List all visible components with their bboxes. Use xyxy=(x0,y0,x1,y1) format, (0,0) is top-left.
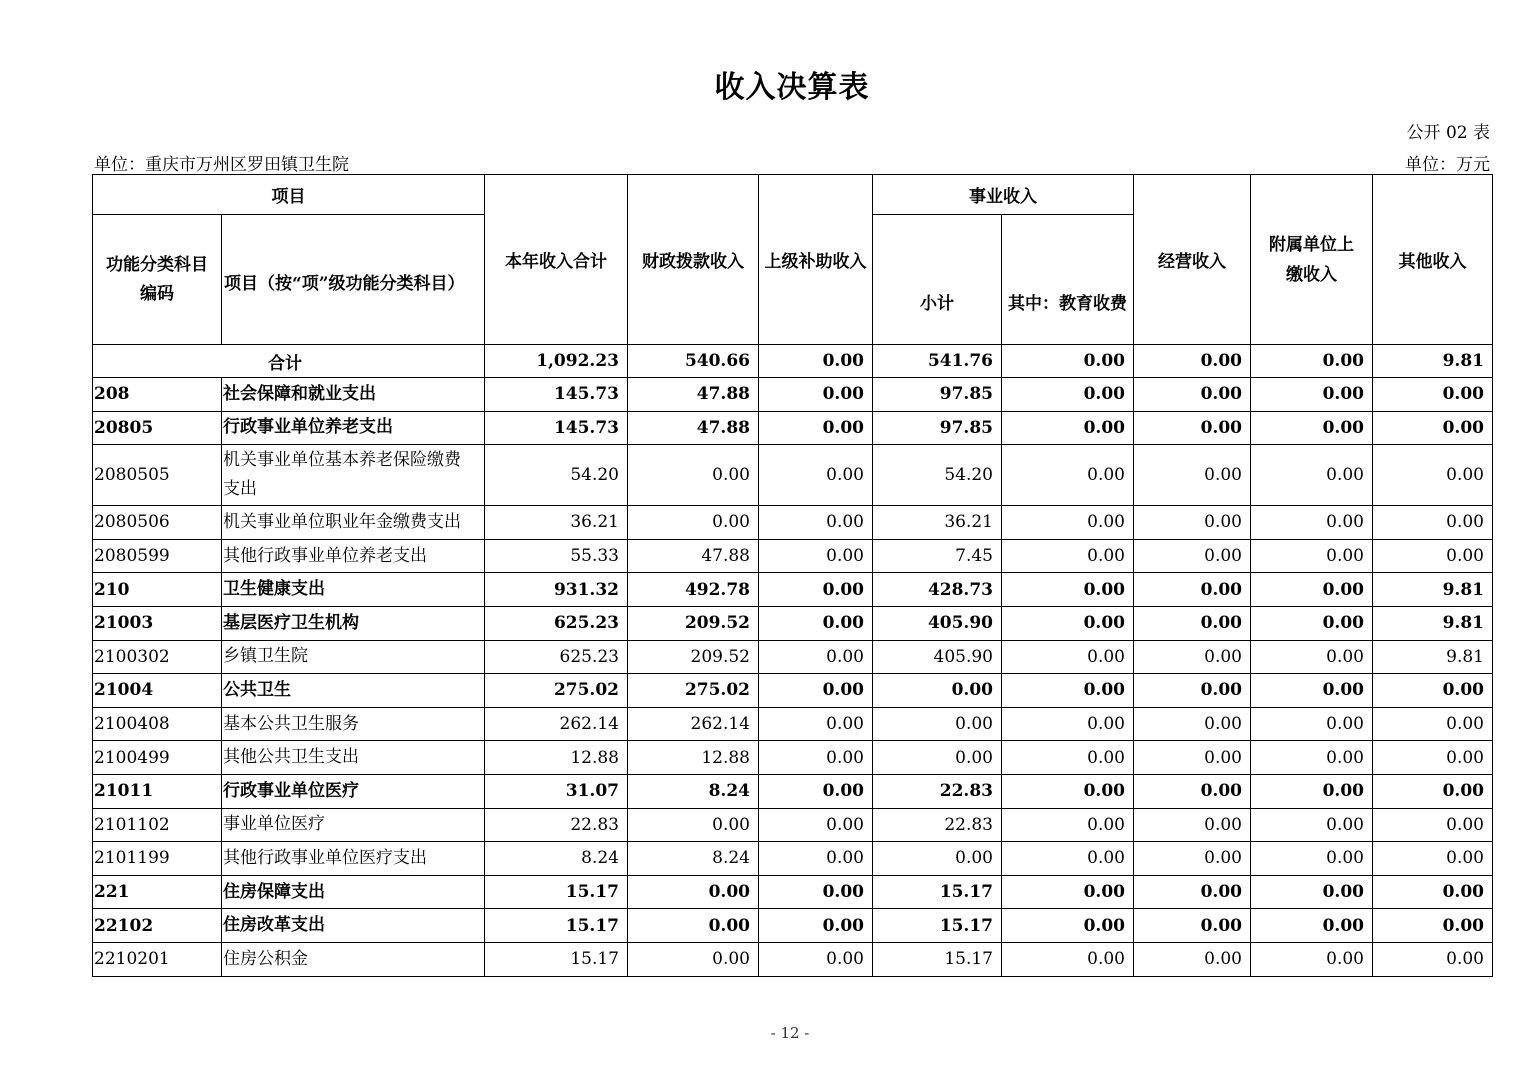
row-value: 54.20 xyxy=(485,445,628,506)
table-row xyxy=(93,573,1493,607)
row-value: 0.00 xyxy=(1373,942,1493,976)
row-value: 15.17 xyxy=(485,909,628,943)
row-value: 0.00 xyxy=(873,674,1002,708)
row-value: 0.00 xyxy=(759,774,873,808)
row-code: 208 xyxy=(93,378,222,412)
row-value: 47.88 xyxy=(628,539,759,573)
row-name: 社会保障和就业支出 xyxy=(222,378,485,412)
row-code: 2100499 xyxy=(93,741,222,775)
row-value: 0.00 xyxy=(1251,411,1373,445)
row-value: 0.00 xyxy=(1251,909,1373,943)
row-value: 9.81 xyxy=(1373,573,1493,607)
row-value: 0.00 xyxy=(1373,506,1493,540)
row-value: 0.00 xyxy=(1373,378,1493,412)
row-name: 住房保障支出 xyxy=(222,875,485,909)
row-value: 36.21 xyxy=(873,506,1002,540)
header-fiscal: 财政拨款收入 xyxy=(628,175,759,345)
row-value: 0.00 xyxy=(1251,445,1373,506)
row-value: 0.00 xyxy=(1251,875,1373,909)
row-value: 0.00 xyxy=(1002,606,1134,640)
row-code: 221 xyxy=(93,875,222,909)
row-value: 0.00 xyxy=(759,875,873,909)
row-value: 262.14 xyxy=(628,707,759,741)
row-value: 55.33 xyxy=(485,539,628,573)
row-name: 机关事业单位职业年金缴费支出 xyxy=(222,506,485,540)
row-value: 97.85 xyxy=(873,378,1002,412)
header-business-income: 事业收入 xyxy=(873,175,1134,215)
row-value: 47.88 xyxy=(628,411,759,445)
row-value: 0.00 xyxy=(1134,942,1251,976)
row-value: 22.83 xyxy=(873,808,1002,842)
row-value: 0.00 xyxy=(1134,842,1251,876)
row-value: 0.00 xyxy=(1251,741,1373,775)
row-value: 0.00 xyxy=(759,573,873,607)
row-code: 20805 xyxy=(93,411,222,445)
row-value: 0.00 xyxy=(1002,378,1134,412)
row-value: 12.88 xyxy=(628,741,759,775)
header-operating: 经营收入 xyxy=(1134,175,1251,345)
row-value: 0.00 xyxy=(1002,842,1134,876)
row-value: 0.00 xyxy=(1134,875,1251,909)
row-code: 2080506 xyxy=(93,506,222,540)
row-value: 262.14 xyxy=(485,707,628,741)
row-code: 210 xyxy=(93,573,222,607)
row-value: 0.00 xyxy=(1002,539,1134,573)
row-value: 22.83 xyxy=(485,808,628,842)
table-row xyxy=(93,674,1493,708)
page-title: 收入决算表 xyxy=(714,70,870,105)
total-cell: 0.00 xyxy=(1134,345,1251,378)
row-value: 0.00 xyxy=(1002,707,1134,741)
row-value: 0.00 xyxy=(628,875,759,909)
row-value: 492.78 xyxy=(628,573,759,607)
row-value: 0.00 xyxy=(1251,707,1373,741)
row-value: 0.00 xyxy=(1373,674,1493,708)
row-value: 0.00 xyxy=(1134,378,1251,412)
row-name: 基层医疗卫生机构 xyxy=(222,606,485,640)
row-value: 0.00 xyxy=(1251,606,1373,640)
row-value: 0.00 xyxy=(1373,707,1493,741)
row-value: 145.73 xyxy=(485,378,628,412)
row-code: 2101102 xyxy=(93,808,222,842)
row-value: 0.00 xyxy=(1134,506,1251,540)
row-name: 行政事业单位养老支出 xyxy=(222,411,485,445)
table-row xyxy=(93,808,1493,842)
row-value: 0.00 xyxy=(1251,539,1373,573)
row-value: 0.00 xyxy=(1002,942,1134,976)
row-value: 0.00 xyxy=(1251,842,1373,876)
header-total-income: 本年收入合计 xyxy=(485,175,628,345)
header-project: 项目 xyxy=(93,175,485,215)
total-label: 合计 xyxy=(93,345,485,378)
row-value: 36.21 xyxy=(485,506,628,540)
row-code: 2210201 xyxy=(93,942,222,976)
row-value: 275.02 xyxy=(628,674,759,708)
total-cell: 0.00 xyxy=(759,345,873,378)
page-number: - 12 - xyxy=(770,1024,810,1042)
row-value: 0.00 xyxy=(1251,942,1373,976)
row-value: 0.00 xyxy=(1373,411,1493,445)
row-value: 0.00 xyxy=(1134,573,1251,607)
header-affiliated: 附属单位上缴收入 xyxy=(1251,175,1373,345)
organization-unit: 单位：重庆市万州区罗田镇卫生院 xyxy=(94,155,349,175)
table-row xyxy=(93,411,1493,445)
row-name: 机关事业单位基本养老保险缴费支出 xyxy=(222,445,485,506)
row-value: 0.00 xyxy=(628,808,759,842)
row-value: 0.00 xyxy=(1373,539,1493,573)
row-value: 0.00 xyxy=(1134,741,1251,775)
row-value: 0.00 xyxy=(1002,909,1134,943)
row-value: 0.00 xyxy=(1134,674,1251,708)
total-cell: 1,092.23 xyxy=(485,345,628,378)
row-value: 0.00 xyxy=(1002,506,1134,540)
row-name: 行政事业单位医疗 xyxy=(222,774,485,808)
row-value: 0.00 xyxy=(1373,741,1493,775)
row-value: 0.00 xyxy=(1373,875,1493,909)
row-value: 0.00 xyxy=(1134,909,1251,943)
table-row xyxy=(93,506,1493,540)
row-name: 事业单位医疗 xyxy=(222,808,485,842)
row-code: 21003 xyxy=(93,606,222,640)
row-value: 0.00 xyxy=(1251,674,1373,708)
row-value: 0.00 xyxy=(1373,445,1493,506)
row-name: 其他公共卫生支出 xyxy=(222,741,485,775)
row-name: 基本公共卫生服务 xyxy=(222,707,485,741)
row-value: 275.02 xyxy=(485,674,628,708)
row-value: 0.00 xyxy=(628,445,759,506)
row-value: 8.24 xyxy=(628,842,759,876)
row-value: 7.45 xyxy=(873,539,1002,573)
row-value: 0.00 xyxy=(1134,539,1251,573)
row-value: 0.00 xyxy=(628,506,759,540)
row-value: 22.83 xyxy=(873,774,1002,808)
row-value: 54.20 xyxy=(873,445,1002,506)
row-value: 9.81 xyxy=(1373,606,1493,640)
table-row xyxy=(93,741,1493,775)
row-value: 15.17 xyxy=(873,942,1002,976)
row-value: 931.32 xyxy=(485,573,628,607)
row-value: 0.00 xyxy=(873,707,1002,741)
row-value: 0.00 xyxy=(1002,774,1134,808)
row-value: 0.00 xyxy=(1002,875,1134,909)
row-value: 145.73 xyxy=(485,411,628,445)
header-other: 其他收入 xyxy=(1373,175,1493,345)
row-code: 22102 xyxy=(93,909,222,943)
table-row xyxy=(93,707,1493,741)
row-code: 21011 xyxy=(93,774,222,808)
table-row xyxy=(93,875,1493,909)
table-row xyxy=(93,606,1493,640)
row-value: 0.00 xyxy=(759,539,873,573)
row-value: 0.00 xyxy=(1002,573,1134,607)
row-code: 2080505 xyxy=(93,445,222,506)
row-value: 0.00 xyxy=(873,842,1002,876)
row-value: 0.00 xyxy=(1251,573,1373,607)
total-cell: 540.66 xyxy=(628,345,759,378)
row-value: 0.00 xyxy=(1251,506,1373,540)
row-code: 2100408 xyxy=(93,707,222,741)
row-value: 8.24 xyxy=(628,774,759,808)
header-name: 项目（按“项”级功能分类科目） xyxy=(222,215,485,345)
row-value: 405.90 xyxy=(873,606,1002,640)
row-value: 0.00 xyxy=(1002,674,1134,708)
total-cell: 0.00 xyxy=(1002,345,1134,378)
row-name: 其他行政事业单位医疗支出 xyxy=(222,842,485,876)
row-value: 0.00 xyxy=(759,506,873,540)
row-value: 209.52 xyxy=(628,640,759,674)
table-row xyxy=(93,445,1493,506)
row-value: 8.24 xyxy=(485,842,628,876)
row-value: 9.81 xyxy=(1373,640,1493,674)
row-value: 0.00 xyxy=(1134,774,1251,808)
currency-unit: 单位：万元 xyxy=(1405,155,1490,175)
row-value: 0.00 xyxy=(1002,808,1134,842)
row-value: 625.23 xyxy=(485,606,628,640)
header-subtotal: 小计 xyxy=(873,215,1002,345)
row-value: 0.00 xyxy=(1251,640,1373,674)
row-value: 0.00 xyxy=(1373,774,1493,808)
table-row xyxy=(93,909,1493,943)
row-value: 0.00 xyxy=(759,674,873,708)
row-value: 0.00 xyxy=(1002,445,1134,506)
row-value: 0.00 xyxy=(759,445,873,506)
row-value: 0.00 xyxy=(759,707,873,741)
table-row xyxy=(93,640,1493,674)
row-name: 住房公积金 xyxy=(222,942,485,976)
table-row xyxy=(93,378,1493,412)
row-value: 0.00 xyxy=(759,606,873,640)
form-number: 公开 02 表 xyxy=(1406,123,1490,143)
row-value: 0.00 xyxy=(1373,808,1493,842)
table-row xyxy=(93,842,1493,876)
row-value: 15.17 xyxy=(485,942,628,976)
row-value: 0.00 xyxy=(1134,808,1251,842)
row-value: 0.00 xyxy=(1134,606,1251,640)
table-row xyxy=(93,774,1493,808)
row-value: 0.00 xyxy=(759,942,873,976)
row-value: 0.00 xyxy=(628,942,759,976)
row-value: 0.00 xyxy=(1134,640,1251,674)
row-value: 0.00 xyxy=(759,411,873,445)
row-value: 0.00 xyxy=(628,909,759,943)
row-name: 卫生健康支出 xyxy=(222,573,485,607)
row-value: 625.23 xyxy=(485,640,628,674)
header-education-fee: 其中：教育收费 xyxy=(1002,215,1134,345)
row-name: 公共卫生 xyxy=(222,674,485,708)
row-value: 0.00 xyxy=(759,640,873,674)
row-value: 0.00 xyxy=(1373,842,1493,876)
row-value: 0.00 xyxy=(1134,411,1251,445)
header-code: 功能分类科目编码 xyxy=(93,215,222,345)
total-cell: 0.00 xyxy=(1251,345,1373,378)
row-value: 97.85 xyxy=(873,411,1002,445)
row-value: 0.00 xyxy=(759,378,873,412)
row-value: 47.88 xyxy=(628,378,759,412)
table-row xyxy=(93,942,1493,976)
row-code: 2080599 xyxy=(93,539,222,573)
row-value: 0.00 xyxy=(1251,774,1373,808)
row-code: 2100302 xyxy=(93,640,222,674)
row-value: 0.00 xyxy=(759,741,873,775)
header-superior-subsidy: 上级补助收入 xyxy=(759,175,873,345)
income-statement-table xyxy=(92,174,1493,977)
row-value: 405.90 xyxy=(873,640,1002,674)
row-value: 0.00 xyxy=(1251,808,1373,842)
row-name: 住房改革支出 xyxy=(222,909,485,943)
row-value: 209.52 xyxy=(628,606,759,640)
row-code: 21004 xyxy=(93,674,222,708)
row-value: 0.00 xyxy=(759,842,873,876)
row-value: 0.00 xyxy=(1373,909,1493,943)
row-value: 0.00 xyxy=(1134,707,1251,741)
row-value: 0.00 xyxy=(1134,445,1251,506)
row-value: 31.07 xyxy=(485,774,628,808)
table-row xyxy=(93,539,1493,573)
row-value: 0.00 xyxy=(759,808,873,842)
row-name: 乡镇卫生院 xyxy=(222,640,485,674)
row-value: 15.17 xyxy=(873,909,1002,943)
row-code: 2101199 xyxy=(93,842,222,876)
row-value: 15.17 xyxy=(485,875,628,909)
row-value: 0.00 xyxy=(1002,741,1134,775)
row-value: 0.00 xyxy=(873,741,1002,775)
row-value: 12.88 xyxy=(485,741,628,775)
row-value: 15.17 xyxy=(873,875,1002,909)
row-value: 0.00 xyxy=(1002,640,1134,674)
row-value: 0.00 xyxy=(1251,378,1373,412)
row-name: 其他行政事业单位养老支出 xyxy=(222,539,485,573)
total-row xyxy=(93,345,1493,378)
row-value: 0.00 xyxy=(759,909,873,943)
total-cell: 541.76 xyxy=(873,345,1002,378)
total-cell: 9.81 xyxy=(1373,345,1493,378)
row-value: 0.00 xyxy=(1002,411,1134,445)
row-value: 428.73 xyxy=(873,573,1002,607)
